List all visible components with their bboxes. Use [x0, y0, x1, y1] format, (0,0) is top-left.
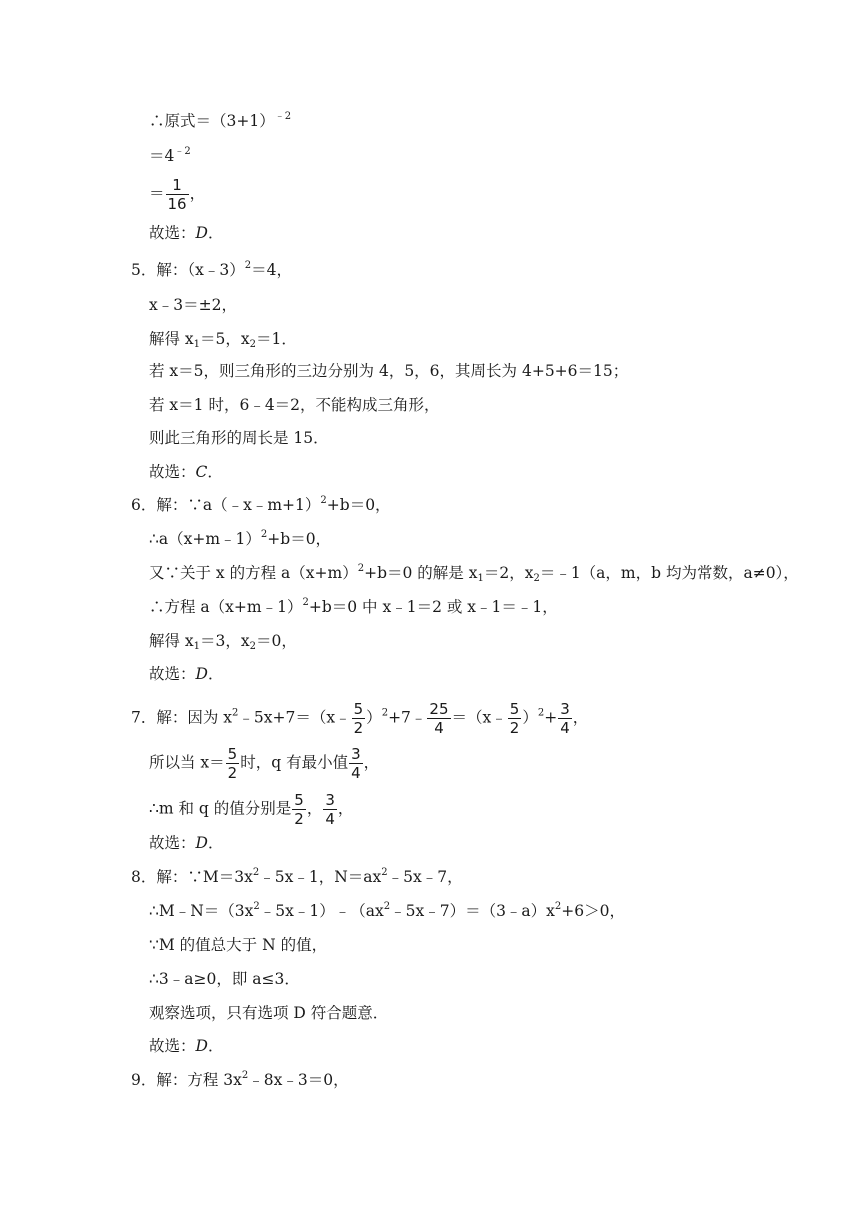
problem-number: 9． [131, 1071, 157, 1089]
p4-line-2: $=4^{﹣2}$ [149, 146, 191, 165]
p6-line-2: ∴a（x+m﹣1）$^2$+b＝0， [149, 529, 332, 548]
fraction: $\frac{5}{2}$ [353, 700, 364, 737]
p6-line-4: ∴方程 a（x+m﹣1）$^2$+b＝0 中 x﹣1＝2 或 x﹣1＝﹣1， [149, 597, 558, 616]
p8-answer: 故选：D． [149, 1037, 224, 1055]
p7-line-1: 7．解：因为 $x^2﹣5x+7=(x﹣$ $\frac{5}{2}$ ）$^2$+7﹣ $\frac{25}{4}$ ＝（x﹣ $\frac{5}{2}$ ）$^2$+ $\frac{3}{4}$ ， [131, 700, 589, 737]
p8-line-4: ∴3﹣a≥0，即 a≤3． [149, 970, 300, 988]
p5-line-2: x﹣3＝±2， [149, 296, 237, 314]
p6-line-1: 6．解：∵a（﹣x﹣m+1）$^2$+b＝0， [131, 495, 391, 514]
fraction: $\frac{3}{4}$ [351, 745, 361, 782]
p4-line-1: ∴原式$=(3+1)^{﹣2}$ [149, 111, 292, 130]
p5-line-6: 则此三角形的周长是 15． [149, 429, 329, 447]
p4-line-3: ＝ $\frac{1}{16}$ ， [149, 176, 206, 213]
p8-line-2: $\therefore M﹣N=(3x^2﹣5x﹣1)﹣(ax^2﹣5x﹣7)=(3﹣a)x^2+6>0$， [149, 901, 626, 920]
fraction: $\frac{5}{2}$ [509, 700, 520, 737]
problem-number: 6． [131, 496, 157, 514]
p5-line-3: 解得 $x_1=5$，$x_2=1$． [149, 330, 297, 350]
p5-line-5: 若 x＝1 时，6﹣4＝2，不能构成三角形， [149, 396, 440, 414]
p6-line-3: 又∵关于 x 的方程 $a(x+m)^2+b=0$ 的解是 $x_1=2$，$x_2=﹣1(a$，m，b 均为常数，a≠0）， [149, 563, 799, 584]
p9-line-1: 9．解：方程 $3x^2﹣8x﹣3=0$， [131, 1070, 349, 1089]
p7-line-2: 所以当 x＝ $\frac{5}{2}$ 时，q 有最小值 $\frac{3}{4}$ ， [149, 745, 380, 782]
p6-answer: 故选：D． [149, 665, 224, 683]
problem-number: 7． [131, 708, 157, 727]
p5-line-1: 5．解：（x﹣3）$^2$＝4， [131, 260, 292, 279]
p7-answer: 故选：D． [149, 834, 224, 852]
p8-line-3: ∵M 的值总大于 N 的值， [149, 936, 328, 954]
p8-line-1: 8．解：$\because M=3x^2﹣5x﹣1$，$N=ax^2﹣5x﹣7$， [131, 867, 463, 886]
fraction: $\frac{3}{4}$ [325, 791, 335, 828]
p4-answer: 故选：D． [149, 224, 224, 242]
problem-number: 8． [131, 868, 157, 886]
fraction: $\frac{5}{2}$ [294, 791, 304, 828]
fraction: $\frac{3}{4}$ [560, 700, 570, 737]
p5-answer: 故选：C． [149, 463, 223, 481]
p8-line-5: 观察选项，只有选项 D 符合题意． [149, 1004, 389, 1022]
fraction: $\frac{25}{4}$ [429, 700, 449, 737]
p5-line-4: 若 x＝5，则三角形的三边分别为 4，5，6，其周长为 4+5+6＝15； [149, 362, 629, 380]
p6-line-5: 解得 $x_1=3$，$x_2=0$， [149, 632, 297, 652]
p7-line-3: ∴m 和 q 的值分别是 $\frac{5}{2}$ ， $\frac{3}{4}$ ， [149, 791, 354, 828]
fraction: $\frac{1}{16}$ [167, 176, 187, 213]
problem-number: 5． [131, 261, 157, 279]
fraction: $\frac{5}{2}$ [227, 745, 238, 782]
